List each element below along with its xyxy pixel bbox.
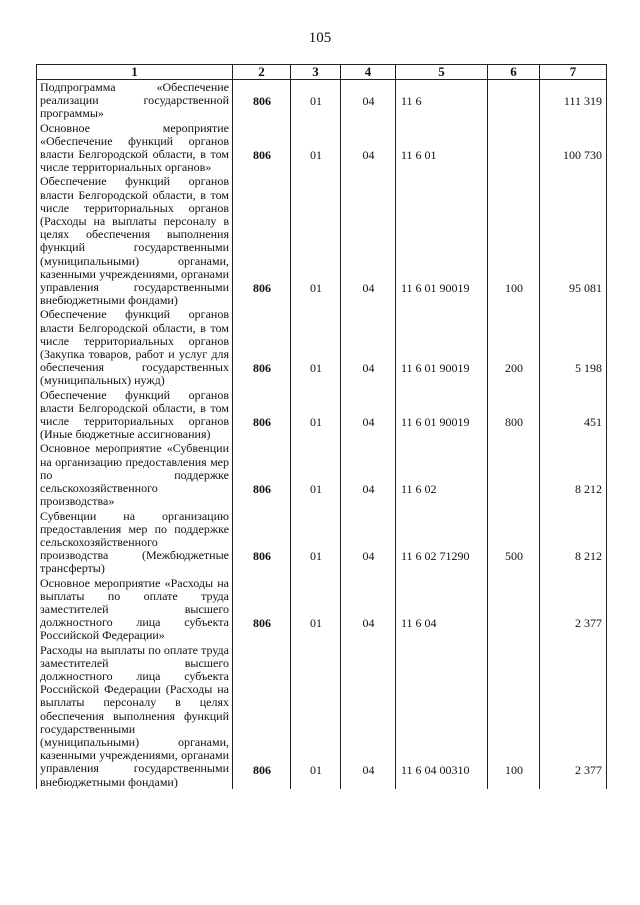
row-name: Субвенции на организацию предоставления мер по поддержке сельскохозяйственного производства (Межбюджетные трансферты): [37, 509, 233, 576]
table-row: [37, 643, 607, 789]
row-name: Основное мероприятие «Обеспечение функций органов власти Белгородской области, в том числе территориальных органов»: [37, 121, 233, 175]
page-number: 105: [308, 30, 332, 46]
row-subsection: 04: [362, 616, 375, 631]
row-target-article: 11 6 01 90019: [401, 415, 470, 430]
table-row: [37, 80, 607, 121]
row-name: Обеспечение функций органов власти Белгородской области, в том числе территориальных органов (Иные бюджетные ассигнования): [37, 388, 233, 442]
header-col-1: 1: [37, 65, 233, 80]
row-ministry: 806: [253, 482, 271, 497]
row-target-article: 11 6 01 90019: [401, 281, 470, 296]
row-name: Подпрограмма «Обеспечение реализации государственной программы»: [37, 80, 233, 121]
header-col-4: 4: [341, 65, 396, 80]
row-ministry: 806: [253, 549, 271, 564]
row-section: 01: [310, 94, 322, 109]
row-section: 01: [310, 616, 322, 631]
row-section: 01: [310, 415, 322, 430]
row-ministry: 806: [253, 361, 271, 376]
header-col-3: 3: [291, 65, 341, 80]
row-subsection: 04: [362, 361, 375, 376]
row-section: 01: [310, 549, 322, 564]
row-ministry: 806: [253, 415, 271, 430]
row-amount: 8 212: [575, 482, 602, 497]
row-ministry: 806: [253, 148, 271, 163]
row-expense-type: 500: [505, 549, 523, 564]
row-subsection: 04: [362, 148, 375, 163]
header-col-5: 5: [396, 65, 488, 80]
row-expense-type: 800: [505, 415, 523, 430]
row-name: Основное мероприятие «Субвенции на организацию предоставления мер по поддержке сельскохозяйственного производства»: [37, 441, 233, 508]
budget-table: [36, 64, 607, 789]
row-ministry: 806: [253, 281, 271, 296]
row-amount: 8 212: [575, 549, 602, 564]
table-row: [37, 576, 607, 643]
row-subsection: 04: [362, 94, 375, 109]
row-name: Обеспечение функций органов власти Белгородской области, в том числе территориальных органов (Закупка товаров, работ и услуг для обеспечения государственных (муниципальных) нужд): [37, 307, 233, 387]
row-ministry: 806: [253, 94, 271, 109]
row-target-article: 11 6 02: [401, 482, 437, 497]
row-subsection: 04: [362, 549, 375, 564]
row-target-article: 11 6 02 71290: [401, 549, 470, 564]
row-expense-type: 200: [505, 361, 523, 376]
row-name: Основное мероприятие «Расходы на выплаты по оплате труда заместителей высшего должностного лица субъекта Российской Федерации»: [37, 576, 233, 643]
row-target-article: 11 6 01: [401, 148, 437, 163]
table-row: [37, 121, 607, 175]
row-amount: 451: [584, 415, 602, 430]
row-section: 01: [310, 361, 322, 376]
row-section: 01: [310, 281, 322, 296]
row-name: Обеспечение функций органов власти Белгородской области, в том числе территориальных органов (Расходы на выплаты персоналу в целях обеспечения выполнения функций государственными (муниципальными) органами, казенными учреждениями, органами управления государственными внебюджетными фондами): [37, 174, 233, 307]
header-col-2: 2: [233, 65, 291, 80]
row-target-article: 11 6 01 90019: [401, 361, 470, 376]
row-ministry: 806: [253, 616, 271, 631]
row-amount: 100 730: [563, 148, 602, 163]
row-subsection: 04: [362, 281, 375, 296]
row-amount: 5 198: [575, 361, 602, 376]
row-ministry: 806: [253, 762, 271, 777]
table-row: [37, 509, 607, 576]
header-col-6: 6: [488, 65, 540, 80]
row-section: 01: [310, 482, 322, 497]
table-row: [37, 441, 607, 508]
row-target-article: 11 6 04: [401, 616, 437, 631]
row-target-article: 11 6: [401, 94, 422, 109]
row-amount: 111 319: [563, 94, 602, 109]
table-row: [37, 307, 607, 387]
row-section: 01: [310, 762, 322, 777]
table-row: [37, 174, 607, 307]
table-header-row: [37, 65, 607, 80]
header-col-7: 7: [540, 65, 607, 80]
row-amount: 2 377: [575, 762, 602, 777]
row-subsection: 04: [362, 762, 375, 777]
row-expense-type: 100: [505, 762, 523, 777]
row-amount: 95 081: [569, 281, 602, 296]
row-section: 01: [310, 148, 322, 163]
row-amount: 2 377: [575, 616, 602, 631]
row-expense-type: 100: [505, 281, 523, 296]
table-row: [37, 388, 607, 442]
row-subsection: 04: [362, 415, 375, 430]
row-name: Расходы на выплаты по оплате труда заместителей высшего должностного лица субъекта Российской Федерации (Расходы на выплаты персоналу в целях обеспечения выполнения функций государственными (муниципальными) органами, казенными учреждениями, органами управления государственными внебюджетными фондами): [37, 643, 233, 789]
row-target-article: 11 6 04 00310: [401, 762, 470, 777]
row-subsection: 04: [362, 482, 375, 497]
